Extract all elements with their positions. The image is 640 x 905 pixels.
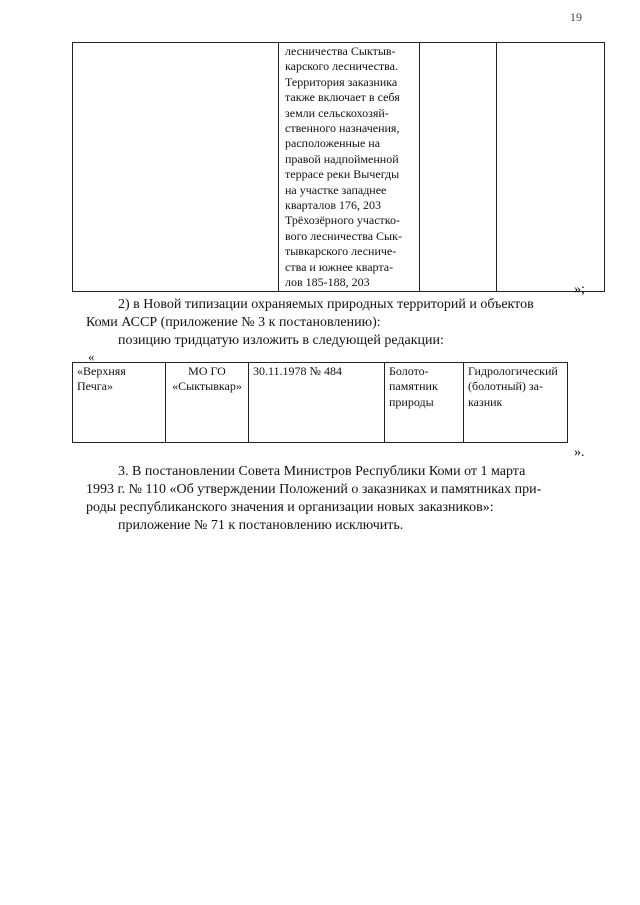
table-cell-empty-3 xyxy=(420,43,497,292)
description-line: кварталов 176, 203 xyxy=(285,198,381,213)
reserve-name-line: «Верхняя xyxy=(77,364,126,378)
description-line: земли сельскохозяй- xyxy=(285,105,389,120)
reserve-type-line: казник xyxy=(468,394,503,409)
municipality-cell xyxy=(166,363,249,443)
description-line: Территория заказника xyxy=(285,74,398,89)
description-line: лесничества Сыктыв- xyxy=(285,44,396,58)
description-line: лов 185-188, 203 xyxy=(285,275,370,290)
municipality-line: «Сыктывкар» xyxy=(172,379,242,394)
description-line: террасе реки Вычегды xyxy=(285,167,400,182)
table-closing-mark: »; xyxy=(574,282,585,297)
reserve-name-cell xyxy=(73,363,166,443)
position-line: позицию тридцатую изложить в следующей редакции: xyxy=(118,333,444,348)
table-cell-empty-4 xyxy=(497,43,605,292)
description-line: расположенные на xyxy=(285,136,381,151)
table-closing-mark-2: ». xyxy=(574,445,585,460)
municipality-line: МО ГО xyxy=(188,364,226,378)
item-3-line-1: 3. В постановлении Совета Министров Республики Коми от 1 марта xyxy=(118,464,526,479)
item-3-line-4: приложение № 71 к постановлению исключить. xyxy=(118,518,404,533)
description-line: также включает в себя xyxy=(285,90,400,105)
reserve-name-line: Печга» xyxy=(77,379,113,394)
category-line: Болото- xyxy=(389,364,429,378)
description-line: ства и южнее кварта- xyxy=(285,259,394,274)
item-3-line-2: 1993 г. № 110 «Об утверждении Положений о заказниках и памятниках при- xyxy=(86,482,542,497)
item-2-line-1: 2) в Новой типизации охраняемых природных территорий и объектов xyxy=(118,297,534,312)
description-line: Трёхозёрного участко- xyxy=(285,213,401,228)
description-line: на участке западнее xyxy=(285,182,387,197)
reserve-position-table xyxy=(72,362,568,443)
continuation-table xyxy=(72,42,605,292)
reserve-type-line: (болотный) за- xyxy=(468,379,543,394)
reserve-type-cell xyxy=(464,363,568,443)
description-line: правой надпойменной xyxy=(285,151,399,166)
page-number: 19 xyxy=(570,10,582,24)
table-cell-empty-1 xyxy=(73,43,279,292)
item-2-line-2: Коми АССР (приложение № 3 к постановлению): xyxy=(86,315,381,330)
category-line: природы xyxy=(389,394,434,409)
territory-description-cell xyxy=(279,43,420,292)
description-line: тывкарского лесниче- xyxy=(285,244,397,259)
description-line: ственного назначения, xyxy=(285,121,400,136)
open-quote: « xyxy=(88,349,95,364)
description-line: карского лесничества. xyxy=(285,59,398,74)
date-document-cell xyxy=(249,363,385,443)
description-line: вого лесничества Сык- xyxy=(285,228,402,243)
item-3-line-3: роды республиканского значения и организации новых заказников»: xyxy=(86,500,494,515)
date-document-text: 30.11.1978 № 484 xyxy=(253,364,343,378)
category-cell xyxy=(385,363,464,443)
reserve-type-line: Гидрологический xyxy=(468,364,558,378)
category-line: памятник xyxy=(389,379,438,394)
